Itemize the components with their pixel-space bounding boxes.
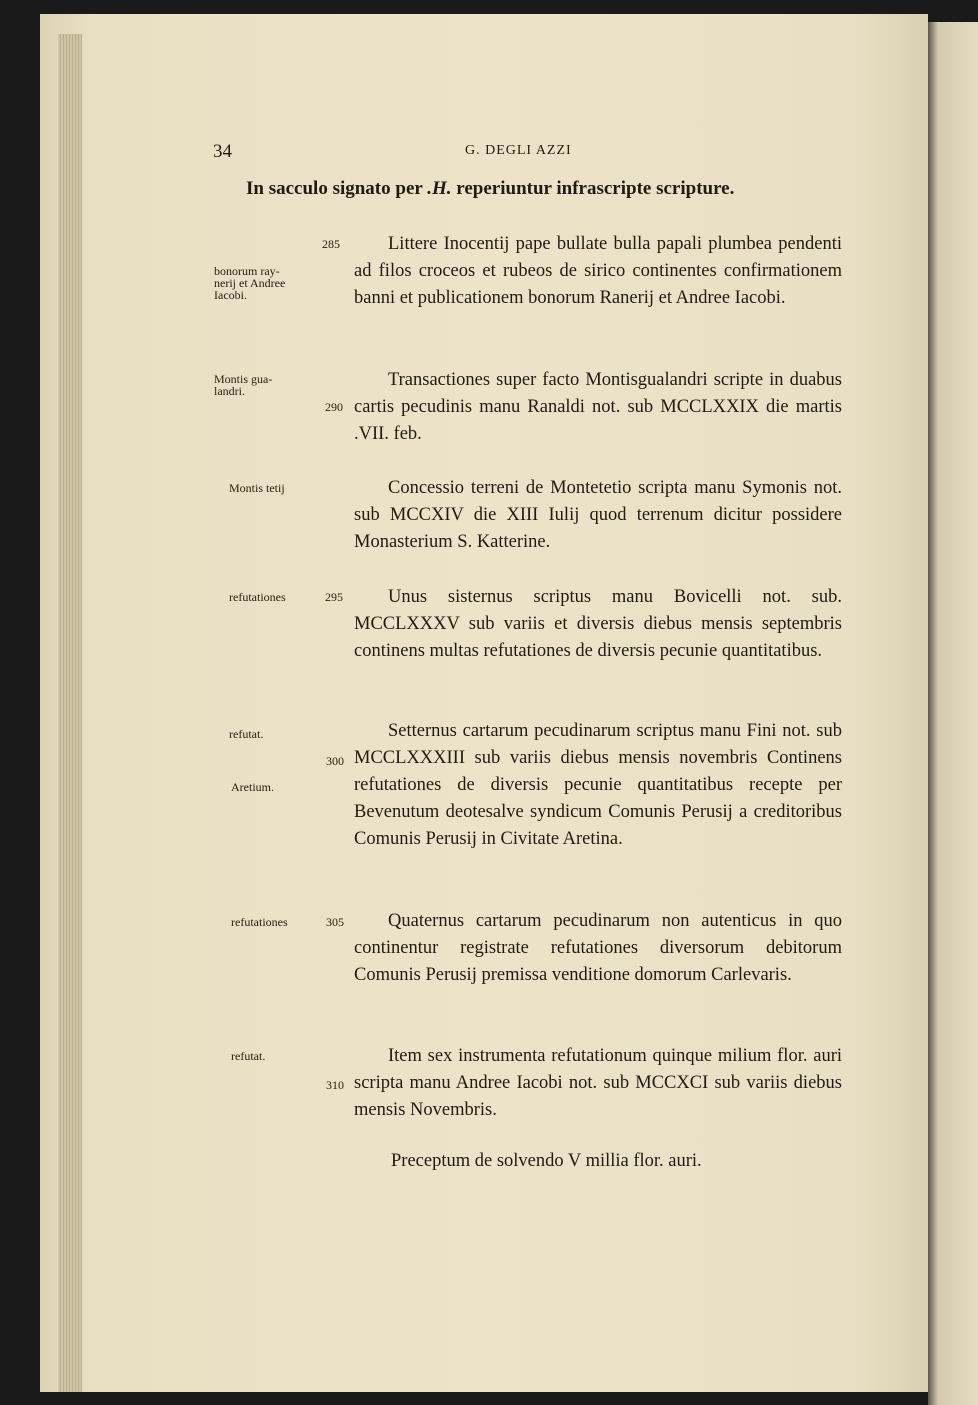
margin-note: bonorum ray- nerij et Andree Iacobi. (214, 264, 286, 302)
entry-text (354, 475, 842, 556)
facing-page-edge (928, 22, 978, 1405)
margin-note: refutat. (229, 727, 264, 741)
title-prefix: In sacculo signato per (246, 178, 428, 199)
line-number: 305 (326, 915, 344, 929)
line-number: 295 (325, 590, 343, 604)
entry-text (354, 1043, 842, 1124)
entry-paragraph: Setternus cartarum pecudinarum scriptus manu Fini not. sub MCCLXXXIII sub variis diebus mensis novembris Continens refutationes de diversis pecunie quantitatibus recepte per Bevenutum deotesalve syndicum Comunis Perusij a creditoribus Comunis Perusij in Civitate Aretina. (354, 721, 842, 849)
entry-paragraph: Concessio terreni de Montetetio scripta manu Symonis not. sub MCCXIV die XIII Iulij quod terrenum dicitur possidere Monasterium S. Katterine. (354, 478, 842, 552)
margin-note-secondary: Aretium. (231, 780, 274, 794)
entry-paragraph: Item sex instrumenta refutationum quinque milium flor. auri scripta manu Andree Iacobi not. sub MCCXCI sub variis diebus mensis Novembris. (354, 1046, 842, 1120)
margin-note: Montis tetij (229, 481, 285, 495)
entry-paragraph: Littere Inocentij pape bullate bulla papali plumbea pendenti ad filos croceos et rubeos de sirico continentes confirmationem banni et publicationem bonorum Ranerij et Andree Iacobi. (354, 234, 842, 308)
book-page (40, 14, 928, 1392)
margin-note: refutat. (231, 1049, 266, 1063)
entry-text (354, 908, 842, 989)
title-suffix: reperiuntur infrascripte scripture. (451, 178, 735, 199)
entry-paragraph: Unus sisternus scriptus manu Bovicelli not. sub. MCCLXXXV sub variis et diversis diebus mensis septembris continens multas refutationes de diversis pecunie quantitatibus. (354, 587, 842, 661)
page-edge-strips (58, 34, 82, 1392)
title-mark: .H. (427, 178, 452, 199)
entry-text (354, 718, 842, 853)
line-number: 285 (322, 237, 340, 251)
entry-text (354, 584, 842, 665)
margin-note: refutationes (231, 915, 288, 929)
line-number: 290 (325, 400, 343, 414)
entry-text (354, 367, 842, 448)
entry-paragraph: Quaternus cartarum pecudinarum non autenticus in quo continentur registrate refutationes diversorum debitorum Comunis Perusij premissa venditione domorum Carlevaris. (354, 911, 842, 985)
margin-note: refutationes (229, 590, 286, 604)
line-number: 300 (326, 754, 344, 768)
section-title (246, 178, 734, 200)
margin-note: Montis gua- landri. (214, 372, 273, 398)
line-number: 310 (326, 1078, 344, 1092)
entry-paragraph: Transactiones super facto Montisgualandri scripte in duabus cartis pecudinis manu Ranaldi not. sub MCCLXXIX die martis .VII. feb. (354, 370, 842, 444)
closing-line: Preceptum de solvendo V millia flor. auri. (391, 1151, 702, 1171)
running-head: G. DEGLI AZZI (465, 143, 572, 158)
page-number: 34 (213, 141, 232, 162)
entry-text (354, 231, 842, 312)
